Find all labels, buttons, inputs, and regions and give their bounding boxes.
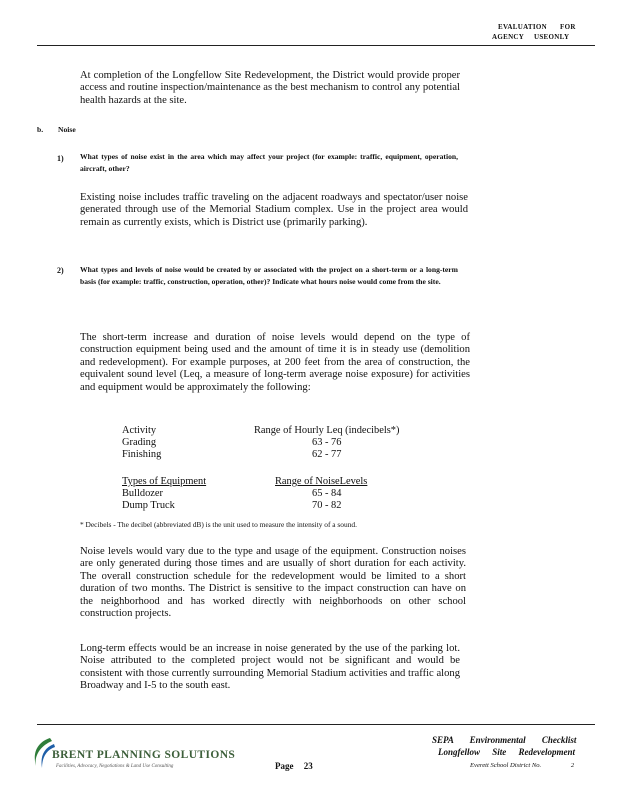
footer-checklist-title: SEPA Environmental Checklist: [432, 735, 577, 745]
equipment-range: 70 - 82: [312, 500, 342, 511]
logo-name: BRENT PLANNING SOLUTIONS: [52, 749, 236, 761]
header-line1-right: FOR: [560, 23, 576, 31]
company-logo: [30, 736, 236, 776]
footer-district-name: Everett School District No.: [470, 762, 542, 769]
question-1-text: What types of noise exist in the area which may affect your project (for example: traffic, equipment, operation, aircraft, other?: [80, 152, 458, 174]
header-rule: [37, 45, 595, 46]
activity-name: Finishing: [122, 449, 162, 460]
question-2-number: 2): [57, 266, 64, 275]
page-label: Page: [275, 761, 294, 771]
table-row: [122, 449, 442, 461]
table-row: [122, 437, 442, 449]
activity-range: 62 - 77: [312, 449, 342, 460]
equipment-table: [122, 476, 442, 512]
footer-district: [470, 760, 574, 771]
footer-district-num: 2: [570, 762, 575, 769]
decibel-footnote: * Decibels - The decibel (abbreviated dB) is the unit used to measure the intensity of a sound.: [80, 520, 357, 529]
question-2-answer: The short-term increase and duration of noise levels would depend on the type of construction equipment being used and the amount of time it is in steady use (demolition and redevelopment). For example purposes, at 200 feet from the area of construction, the equivalent sound level (Leq, a measure of long-term average noise exposure) for activities and equipment would be approximately the following:: [80, 332, 470, 393]
equipment-col-header: Types of Equipment: [122, 476, 207, 487]
activity-range: 63 - 76: [312, 437, 342, 448]
page-num: 23: [303, 761, 313, 771]
noise-level-col-header: Range of NoiseLevels: [275, 476, 368, 487]
header-line2-right: USEONLY: [534, 33, 570, 41]
header-line2-left: AGENCY: [492, 33, 525, 41]
question-1-answer: Existing noise includes traffic traveling on the adjacent roadways and spectator/user noise generated through use of the Memorial Stadium complex. Use in the project area would remain as currently exists, which is District use (primarily parking).: [80, 192, 468, 228]
question-1-number: 1): [57, 154, 64, 163]
section-letter: b.: [37, 125, 44, 134]
page-number: [275, 761, 313, 771]
activity-col-header: Activity: [122, 425, 157, 436]
section-title: Noise: [58, 125, 76, 134]
equipment-name: Bulldozer: [122, 488, 163, 499]
long-term-paragraph: Long-term effects would be an increase in noise generated by the use of the parking lot. Noise attributed to the completed project would not be significant and would be consistent with those currently surrounding Memorial Stadium activities and traffic along Broadway and I-5 to the south east.: [80, 643, 460, 692]
question-2-text: What types and levels of noise would be created by or associated with the project on a short-term or a long-term basis (for example: traffic, construction, operation, other)? Indicate what hours noise would come from the site.: [80, 265, 458, 287]
equipment-range: 65 - 84: [312, 488, 342, 499]
activity-name: Grading: [122, 437, 157, 448]
noise-levels-paragraph: Noise levels would vary due to the type and usage of the equipment. Construction noises are only generated during those times and are usually of short duration for each activity. The overall construction schedule for the redevelopment would be limited to a short duration of two months. The District is sensitive to the impact construction can have on the neighborhood and has worked directly with neighborhoods on other school construction projects.: [80, 546, 466, 620]
equipment-name: Dump Truck: [122, 500, 175, 511]
table-row: [122, 500, 442, 512]
leq-col-header: Range of Hourly Leq (indecibels*): [254, 425, 400, 436]
logo-tagline: Facilities, Advocacy, Negotiations & Land Use Consulting: [56, 764, 174, 769]
footer-rule: [37, 724, 595, 725]
footer-project-name: Longfellow Site Redevelopment: [438, 747, 575, 757]
activity-table: [122, 425, 442, 461]
table-row: [122, 488, 442, 500]
header-evaluation: [492, 22, 606, 41]
header-line1-left: EVALUATION: [498, 23, 548, 31]
intro-paragraph: At completion of the Longfellow Site Redevelopment, the District would provide proper access and routine inspection/maintenance as the best mechanism to control any potential health hazards at the site.: [80, 70, 460, 106]
